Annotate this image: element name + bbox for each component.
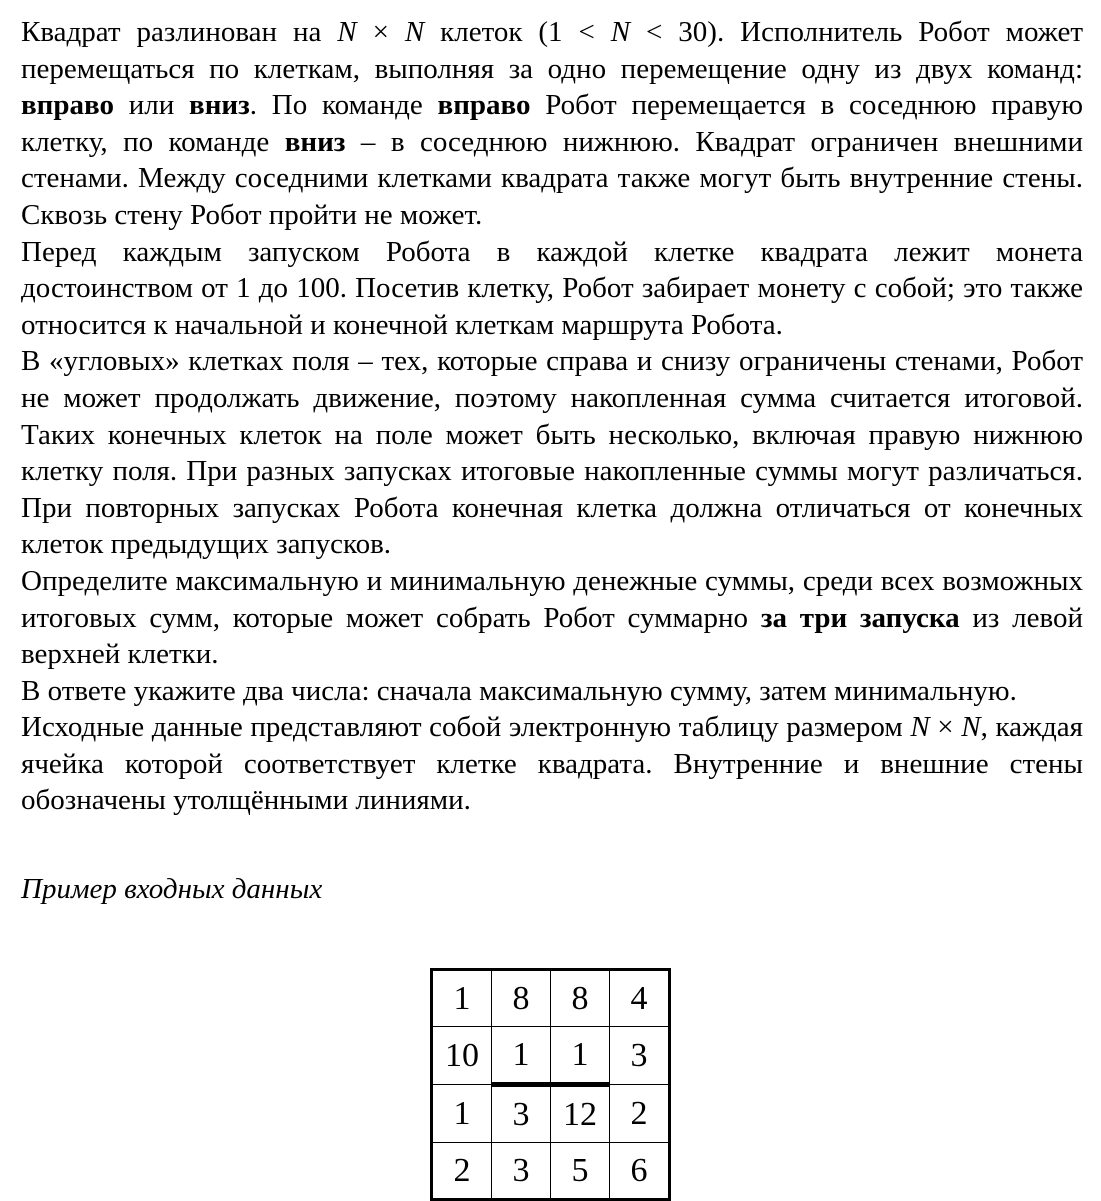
variable-n: N	[910, 711, 930, 744]
grid-row	[432, 1085, 670, 1143]
grid-cell: 1	[432, 1085, 492, 1143]
example-caption: Пример входных данных	[21, 873, 323, 906]
command-right: вправо	[21, 89, 114, 122]
grid-cell: 12	[551, 1085, 610, 1143]
grid-cell: 1	[492, 1027, 551, 1085]
grid-cell: 3	[610, 1027, 670, 1085]
example-grid-container	[430, 968, 671, 1201]
grid-cell: 3	[492, 1085, 551, 1143]
paragraph-2: Перед каждым запуском Робота в каждой клетке квадрата лежит монета достоинством от 1 до 100. Посетив клетку, Робот забирает монету с собой; это также относится к начальной и конечной клеткам маршрута Робота.	[21, 235, 1083, 341]
grid-cell: 3	[492, 1143, 551, 1200]
grid-cell: 5	[551, 1143, 610, 1200]
grid-cell: 4	[610, 970, 670, 1027]
variable-n: N	[337, 16, 357, 48]
command-right: вправо	[437, 89, 531, 122]
grid-cell: 2	[610, 1085, 670, 1143]
grid-cell: 8	[492, 970, 551, 1027]
paragraph-5: В ответе укажите два числа: сначала максимальную сумму, затем минимальную.	[21, 674, 1017, 707]
paragraph-1: Квадрат разлинован на N × N клеток (1 < N < 30). Исполнитель Робот может перемещаться по клеткам, выполняя за одно перемещение одну из двух команд: вправо или вниз. По команде вправо Робот перемещается в соседнюю правую клетку, по команде вниз – в соседнюю нижнюю. Квадрат ограничен внешними стенами. Между соседними клетками квадрата также могут быть внутренние стены. Сквозь стену Робот пройти не может.	[21, 16, 1083, 231]
grid-cell: 6	[610, 1143, 670, 1200]
paragraph-6: Исходные данные представляют собой электронную таблицу размером N × N, каждая ячейка которой соответствует клетке квадрата. Внутренние и внешние стены обозначены утолщёнными линиями.	[21, 711, 1083, 817]
variable-n: N	[961, 711, 981, 744]
three-runs-emphasis: за три запуска	[760, 601, 960, 634]
grid-cell: 2	[432, 1143, 492, 1200]
grid-cell: 8	[551, 970, 610, 1027]
grid-cell: 1	[551, 1027, 610, 1085]
command-down: вниз	[284, 125, 346, 158]
variable-n: N	[610, 16, 631, 48]
example-grid	[430, 968, 671, 1201]
command-down: вниз	[189, 89, 250, 122]
grid-row	[432, 970, 670, 1027]
grid-row	[432, 1027, 670, 1085]
paragraph-3: В «угловых» клетках поля – тех, которые справа и снизу ограничены стенами, Робот не может продолжать движение, поэтому накопленная сумма считается итоговой. Таких конечных клеток на поле может быть несколько, включая правую нижнюю клетку поля. При разных запусках итоговые накопленные суммы могут различаться. При повторных запусках Робота конечная клетка должна отличаться от конечных клеток предыдущих запусков.	[21, 345, 1083, 561]
variable-n: N	[404, 16, 425, 48]
paragraph-4: Определите максимальную и минимальную денежные суммы, среди всех возможных итоговых сумм, которые может собрать Робот суммарно за три запуска из левой верхней клетки.	[21, 564, 1083, 671]
grid-cell: 1	[432, 970, 492, 1027]
grid-row	[432, 1143, 670, 1200]
grid-cell: 10	[432, 1027, 492, 1085]
problem-statement	[21, 14, 1083, 908]
